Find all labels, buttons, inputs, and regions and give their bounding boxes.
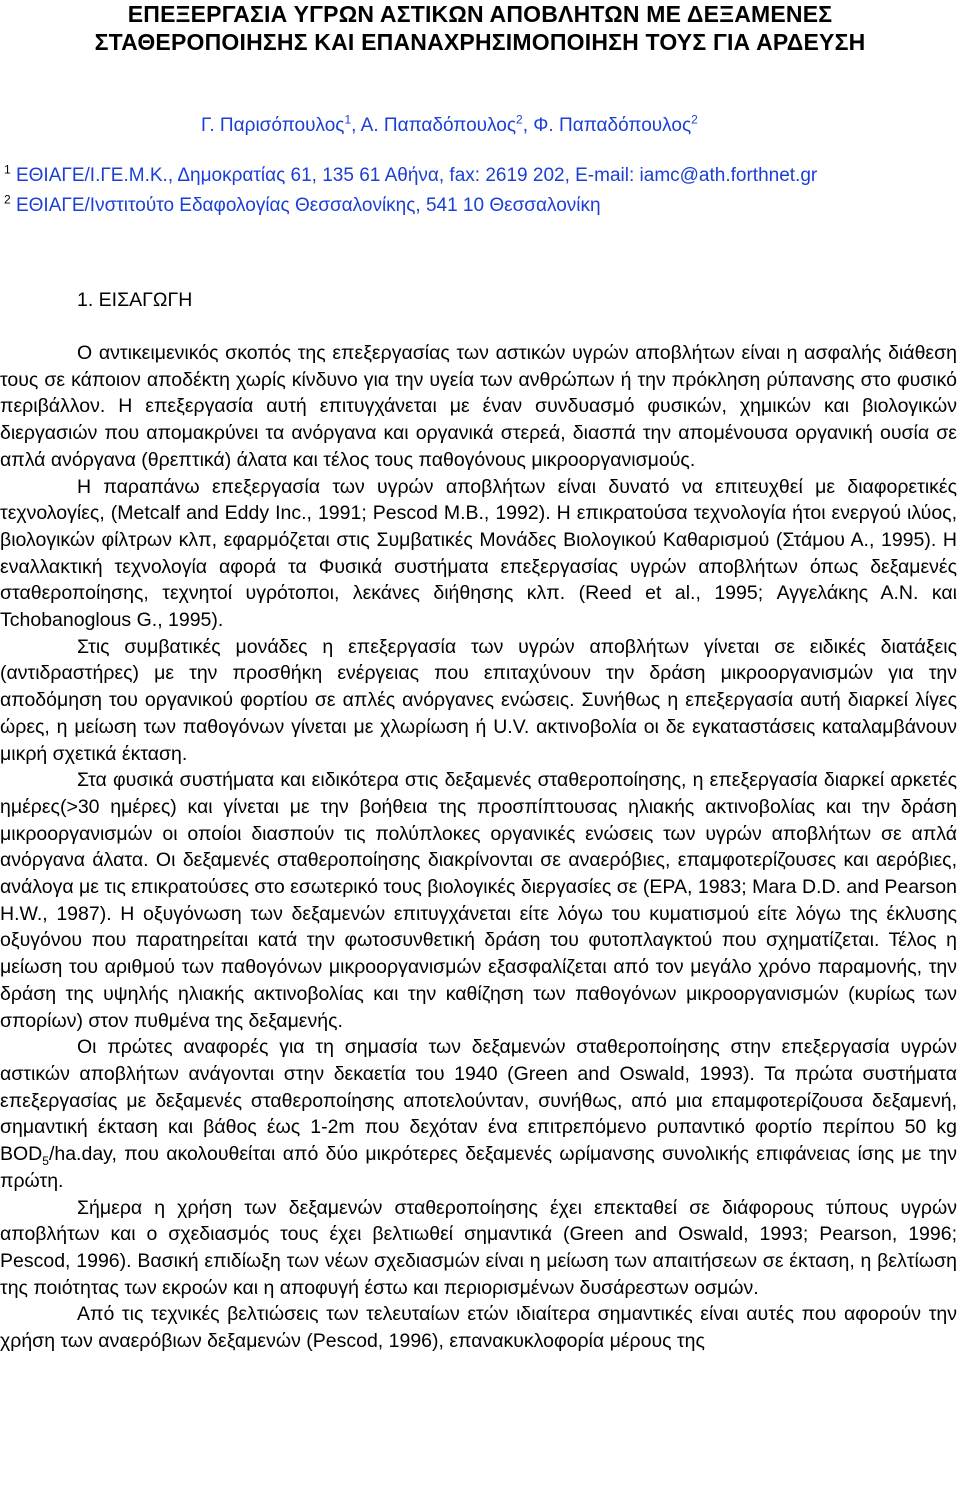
paragraph-6: Σήμερα η χρήση των δεξαμενών σταθεροποίησης έχει επεκταθεί σε διάφορους τύπους υγρών αποβλήτων και ο σχεδιασμός τους έχει βελτιωθεί σημαντικά (Green and Oswald, 1993; Pearson, 1996; Pescod, 1996). Βασική επιδίωξη των νέων σχεδιασμών είναι η μείωση των απαιτήσεων σε έκταση, η βελτίωση της ποιότητας των εκροών και η αποφυγή έστω και περιορισμένων δυσάρεστων οσμών. [0, 1196, 957, 1299]
paper-title [0, 0, 960, 56]
affiliation-1-mark: 1 [4, 162, 11, 177]
author-1: Γ. Παρισόπουλος [201, 115, 345, 136]
author-2-affiliation-mark: 2 [516, 112, 523, 127]
paragraph-2: Η παραπάνω επεξεργασία των υγρών αποβλήτων είναι δυνατό να επιτευχθεί με διαφορετικές τεχνολογίες, (Metcalf and Eddy Inc., 1991; Pescod M.B., 1992). Η επικρατούσα τεχνολογία ήτοι ενεργού ιλύος, βιολογικών φίλτρων κλπ, εφαρμόζεται στις Συμβατικές Μονάδες Βιολογικού Καθαρισμού (Στάμου Α., 1995). Η εναλλακτική τεχνολογία αφορά τα Φυσικά συστήματα επεξεργασίας υγρών αποβλήτων όπως δεξαμενές σταθεροποίησης, τεχνητοί υγρότοποι, λεκάνες διήθησης κλπ. (Reed et al., 1995; Αγγελάκης Α.Ν. και Tchobanoglous G., 1995). [0, 475, 957, 632]
title-line-1: ΕΠΕΞΕΡΓΑΣΙΑ ΥΓΡΩΝ ΑΣΤΙΚΩΝ ΑΠΟΒΛΗΤΩΝ ΜΕ ΔΕΞΑΜΕΝΕΣ [127, 1, 833, 27]
author-3-affiliation-mark: 2 [691, 112, 698, 127]
affiliation-1-text: ΕΘΙΑΓΕ/Ι.ΓΕ.Μ.Κ., Δημοκρατίας 61, 135 61 Αθήνα, fax: 2619 202, E-mail: iamc@ath.forthnet.gr [15, 165, 818, 186]
paragraph-7: Από τις τεχνικές βελτιώσεις των τελευταίων ετών ιδιαίτερα σημαντικές είναι αυτές που αφορούν την χρήση των αναερόβιων δεξαμενών (Pescod, 1996), επανακυκλοφορία μέρους της [0, 1303, 957, 1353]
author-separator: , [351, 115, 361, 136]
paragraph-4: Στα φυσικά συστήματα και ειδικότερα στις δεξαμενές σταθεροποίησης, η επεξεργασία διαρκεί αρκετές ημέρες(>30 ημέρες) και γίνεται με την βοήθεια της προσπίπτουσας ηλιακής ακτινοβολίας και την δράση μικροοργανισμών οι οποίοι διασπούν τις πολύπλοκες οργανικές ενώσεις των υγρών αποβλήτων σε απλά ανόργανα άλατα. Οι δεξαμενές σταθεροποίησης διακρίνονται σε αναερόβιες, επαμφοτερίζουσες και αερόβιες, ανάλογα με τις επικρατούσες στο εσωτερικό τους βιολογικές διεργασίες σε (EPA, 1983; Mara D.D. and Pearson H.W., 1987). Η οξυγόνωση των δεξαμενών επιτυγχάνεται είτε λόγω του κυματισμού είτε λόγω της έκλυσης οξυγόνου που παρατηρείται κατά την φωτοσυνθετική δράση του φυτοπλαγκτού που σχηματίζεται. Τέλος η μείωση του αριθμού των παθογόνων μικροοργανισμών εξασφαλίζεται από τον μεγάλο χρόνο παραμονής, την δράση της υψηλής ηλιακής ακτινοβολίας και την καθίζηση των παθογόνων μικροοργανισμών (κυρίως των σπορίων) στον πυθμένα της δεξαμενής. [0, 769, 957, 1032]
paragraph-5 [0, 1034, 957, 1194]
author-2: Α. Παπαδόπουλος [360, 115, 517, 136]
author-separator: , [522, 115, 534, 136]
paragraph-3: Στις συμβατικές μονάδες η επεξεργασία των υγρών αποβλήτων γίνεται σε ειδικές διατάξεις (αντιδραστήρες) με την προσθήκη ενέργειας που επιταχύνουν την δράση μικροοργανισμών για την αποδόμηση του οργανικού φορτίου σε απλές ανόργανες ενώσεις. Συνήθως η επεξεργασία αυτή διαρκεί λίγες ώρες, η μείωση των παθογόνων γίνεται με χλωρίωση ή U.V. ακτινοβολία οι δε εγκαταστάσεις καταλαμβάνουν μικρή σχετικά έκταση. [0, 635, 957, 765]
author-3: Φ. Παπαδόπουλος [533, 115, 692, 136]
bod-subscript: 5 [42, 1153, 49, 1168]
title-line-2: ΣΤΑΘΕΡΟΠΟΙΗΣΗΣ ΚΑΙ ΕΠΑΝΑΧΡΗΣΙΜΟΠΟΙΗΣΗ ΤΟΥΣ ΓΙΑ ΑΡΔΕΥΣΗ [94, 29, 866, 55]
affiliation-1 [0, 164, 960, 188]
author-list [0, 114, 960, 138]
affiliation-2-mark: 2 [4, 192, 11, 207]
affiliation-list [0, 164, 960, 218]
paragraph-1: Ο αντικειμενικός σκοπός της επεξεργασίας των αστικών υγρών αποβλήτων είναι η ασφαλής διάθεση τους σε κάποιον αποδέκτη χωρίς κίνδυνο για την υγεία των ανθρώπων ή την πρόκληση ρύπανσης στο φυσικό περιβάλλον. Η επεξεργασία αυτή επιτυγχάνεται με έναν συνδυασμό φυσικών, χημικών και βιολογικών διεργασιών που απομακρύνει τα ανόργανα και οργανικά στερεά, διασπά την απομένουσα οργανική ουσία σε απλά ανόργανα (θρεπτικά) άλατα και τέλος τους παθογόνους μικροοργανισμούς. [0, 342, 957, 471]
paragraph-5-text-a: Οι πρώτες αναφορές για τη σημασία των δεξαμενών σταθεροποίησης στην επεξεργασία υγρών αστικών αποβλήτων ανάγονται στην δεκαετία του 1940 (Green and Oswald, 1993). Τα πρώτα συστήματα επεξεργασίας με δεξαμενές σταθεροποίησης αποτελούνταν, συνήθως, από μια επαμφοτερίζουσα δεξαμενή, σημαντική έκταση και βάθος έως 1-2m που δεχόταν ένα επιτρεπόμενο ρυπαντικό φορτίο περίπου 50 kg BOD [0, 1036, 957, 1166]
section-heading-introduction: 1. ΕΙΣΑΓΩΓΗ [77, 289, 193, 311]
affiliation-2-text: ΕΘΙΑΓΕ/Ινστιτούτο Εδαφολογίας Θεσσαλονίκης, 541 10 Θεσσαλονίκη [15, 195, 601, 216]
author-1-affiliation-mark: 1 [344, 112, 352, 127]
section-body [0, 340, 960, 1355]
paragraph-5-text-b: /ha.day, που ακολουθείται από δύο μικρότερες δεξαμενές ωρίμανσης συνολικής επιφάνειας ίσης με την πρώτη. [0, 1143, 957, 1192]
affiliation-2 [0, 194, 960, 218]
